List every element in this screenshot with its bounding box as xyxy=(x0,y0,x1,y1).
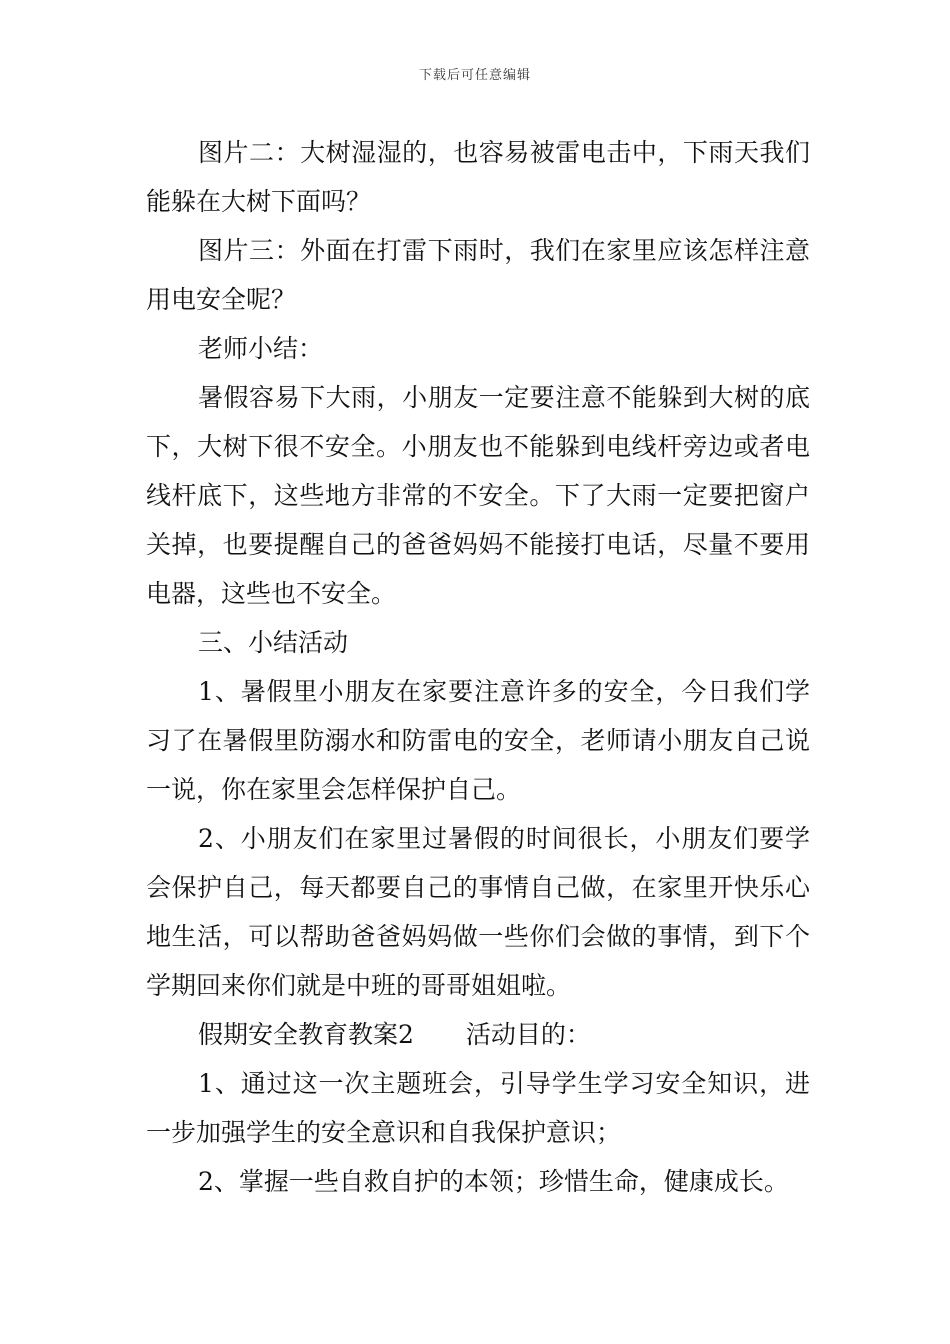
section-title: 假期安全教育教案2 xyxy=(198,1020,414,1049)
paragraph-section-three-heading: 三、小结活动 xyxy=(198,628,349,657)
paragraph-teacher-summary: 暑假容易下大雨，小朋友一定要注意不能躲到大树的底下，大树下很不安全。小朋友也不能躲到电线杆旁边或者电线杆底下，这些地方非常的不安全。下了大雨一定要把窗户关掉，也要提醒自己的爸爸妈妈不能接打电话，尽量不要用电器，这些也不安全。 xyxy=(146,383,810,608)
paragraph-objective-1: 1、通过这一次主题班会，引导学生学习安全知识，进一步加强学生的安全意识和自我保护意识； xyxy=(146,1069,810,1147)
paragraph-picture-two: 图片二：大树湿湿的，也容易被雷电击中，下雨天我们能躲在大树下面吗？ xyxy=(146,138,810,216)
section-heading-line xyxy=(146,1010,810,1059)
paragraph-teacher-summary-heading: 老师小结： xyxy=(198,334,324,363)
paragraph-summary-item-1: 1、暑假里小朋友在家要注意许多的安全，今日我们学习了在暑假里防溺水和防雷电的安全，老师请小朋友自己说一说，你在家里会怎样保护自己。 xyxy=(146,677,810,804)
paragraph-picture-three: 图片三：外面在打雷下雨时，我们在家里应该怎样注意用电安全呢？ xyxy=(146,236,810,314)
paragraph-objective-2: 2、掌握一些自救自护的本领；珍惜生命，健康成长。 xyxy=(198,1167,789,1196)
document-body xyxy=(146,128,810,1206)
section-subtitle: 活动目的： xyxy=(465,1020,591,1049)
paragraph-summary-item-2: 2、小朋友们在家里过暑假的时间很长，小朋友们要学会保护自己，每天都要自己的事情自己做，在家里开快乐心地生活，可以帮助爸爸妈妈做一些你们会做的事情，到下个学期回来你们就是中班的哥哥姐姐啦。 xyxy=(146,824,810,1000)
page-header: 下载后可任意编辑 xyxy=(418,68,531,83)
